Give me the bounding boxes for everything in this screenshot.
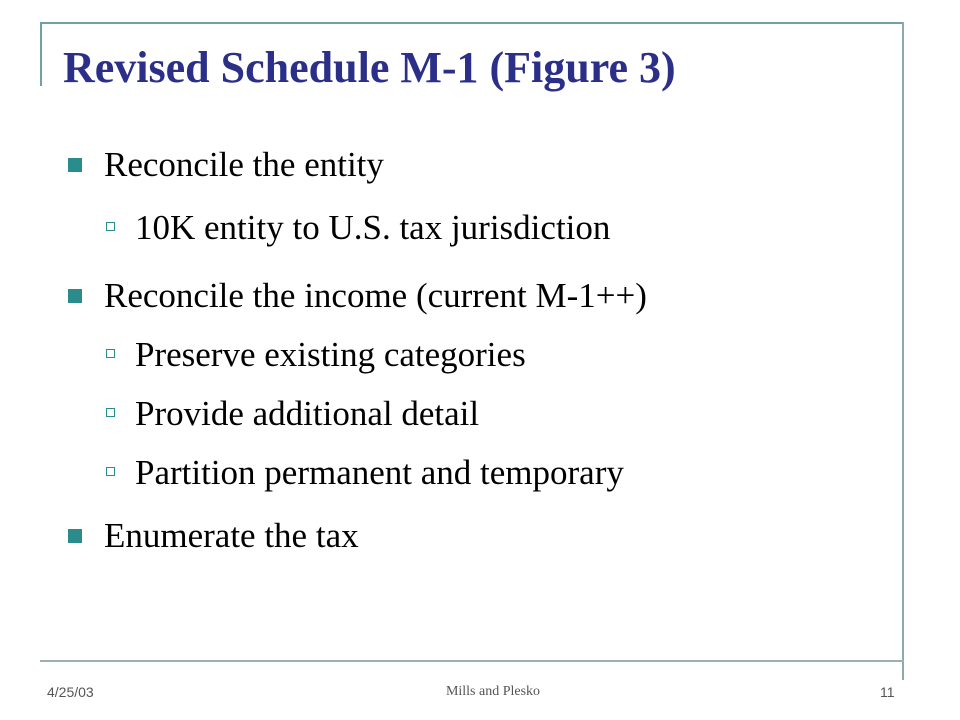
square-bullet-icon — [68, 289, 82, 303]
hollow-square-bullet-icon — [106, 222, 115, 231]
bullet-text: Enumerate the tax — [104, 516, 359, 555]
sub-bullet-text: Provide additional detail — [135, 394, 480, 433]
sub-bullet-text: Preserve existing categories — [135, 335, 526, 374]
sub-bullet-text: 10K entity to U.S. tax jurisdiction — [135, 208, 611, 247]
footer-page-number: 11 — [880, 684, 895, 700]
sub-bullet-text: Partition permanent and temporary — [135, 453, 624, 492]
hollow-square-bullet-icon — [106, 349, 115, 358]
hollow-square-bullet-icon — [106, 408, 115, 417]
footer-date: 4/25/03 — [47, 684, 94, 700]
bullet-text: Reconcile the entity — [104, 145, 384, 184]
slide-title: Revised Schedule M-1 (Figure 3) — [63, 43, 676, 92]
square-bullet-icon — [68, 529, 82, 543]
hollow-square-bullet-icon — [106, 467, 115, 476]
square-bullet-icon — [68, 158, 82, 172]
footer-author: Mills and Plesko — [445, 684, 541, 699]
bullet-text: Reconcile the income (current M-1++) — [104, 276, 647, 315]
